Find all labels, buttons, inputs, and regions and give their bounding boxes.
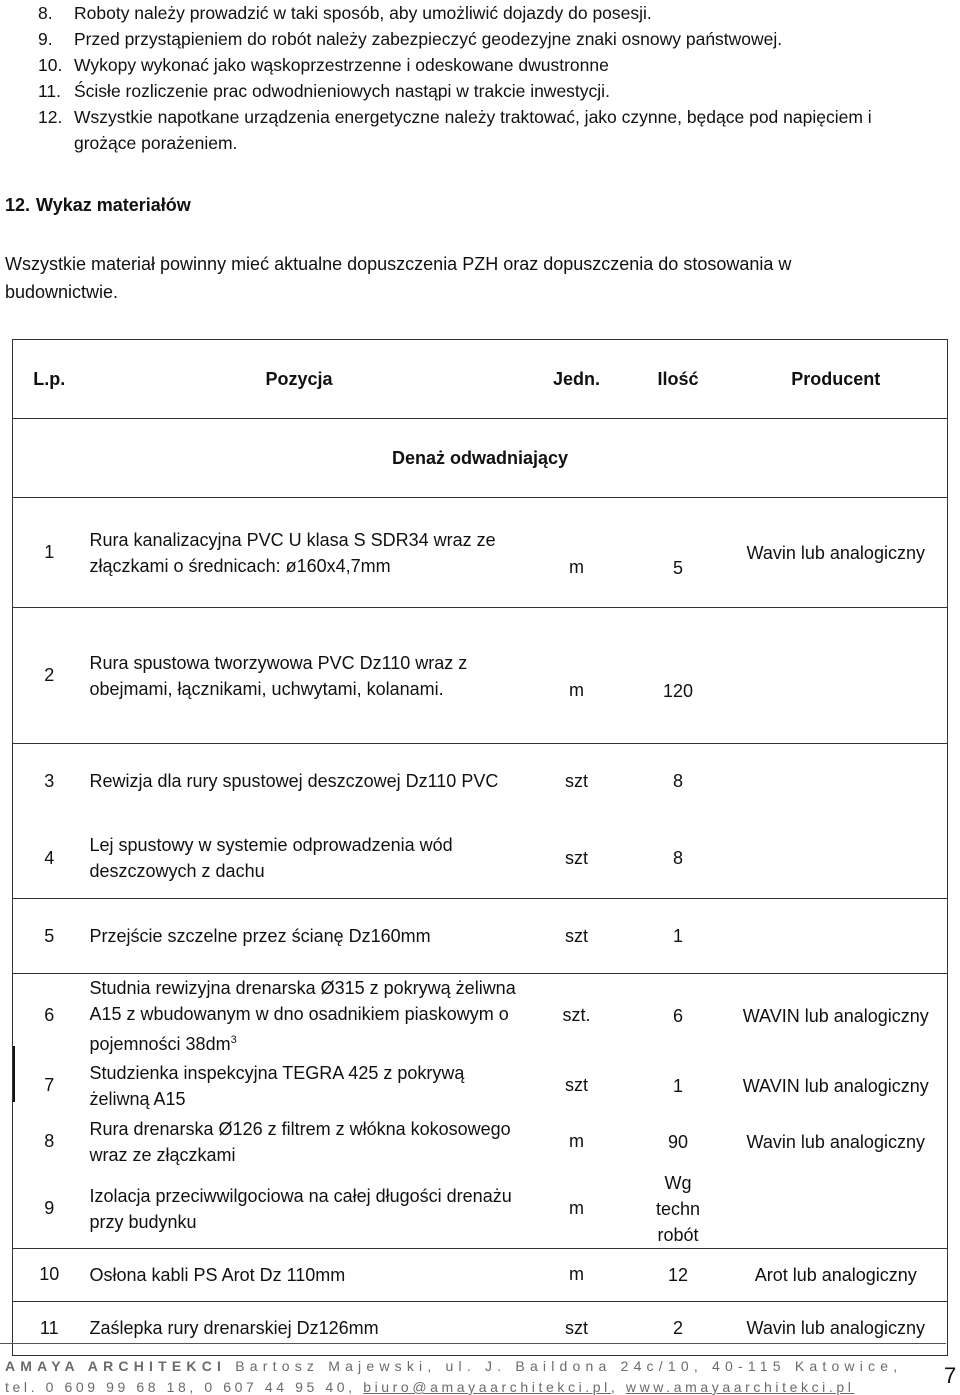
- row-lp: 2: [13, 608, 86, 744]
- list-item: [38, 52, 938, 78]
- section-heading: [5, 195, 191, 216]
- row-unit: m: [569, 1198, 584, 1218]
- row-position: Zaślepka rury drenarskiej Dz126mm: [86, 1301, 522, 1355]
- footer-address-line: [5, 1358, 925, 1374]
- row-position: Studzienka inspekcyjna TEGRA 425 z pokrywą żeliwną A15: [89, 1062, 465, 1109]
- table-row: [13, 1248, 948, 1301]
- row-unit: szt.: [522, 974, 632, 1058]
- table-row: [13, 498, 948, 608]
- list-item: [38, 0, 938, 26]
- list-item-text: Ścisłe rozliczenie prac odwodnieniowych nastąpi w trakcie inwestycji.: [74, 81, 610, 101]
- row-producer: Wavin lub analogiczny: [725, 1114, 948, 1170]
- footer-company: AMAYA ARCHITEKCI: [5, 1358, 227, 1374]
- row-unit: szt: [564, 1075, 588, 1095]
- footer-contact-line: [5, 1379, 925, 1395]
- row-position: Lej spustowy w systemie odprowadzenia wód deszczowych z dachu: [89, 835, 453, 882]
- materials-table: [12, 339, 948, 1356]
- row-producer: [725, 899, 948, 974]
- row-lp: 8: [13, 1114, 86, 1170]
- header-qty: Ilość: [632, 340, 725, 419]
- table-row: [13, 974, 948, 1058]
- row-lp: 9: [13, 1170, 86, 1249]
- row-qty: 6: [632, 974, 725, 1058]
- list-item-text: Wszystkie napotkane urządzenia energetyczne należy traktować, jako czynne, będące pod napięciem i grożące porażeniem.: [74, 107, 872, 153]
- table-row: [13, 1114, 948, 1170]
- page-number: 7: [944, 1363, 957, 1388]
- list-item-text: Roboty należy prowadzić w taki sposób, aby umożliwić dojazdy do posesji.: [74, 3, 652, 23]
- row-lp: 7: [13, 1058, 86, 1114]
- row-position: Rewizja dla rury spustowej deszczowej Dz110 PVC: [86, 744, 522, 819]
- row-unit: m: [569, 1131, 584, 1151]
- row-producer: Arot lub analogiczny: [725, 1248, 948, 1301]
- row-position-text: Studnia rewizyjna drenarska Ø315 z pokrywą żeliwna A15 z wbudowanym w dno osadnikiem piaskowym o pojemności 38dm: [89, 977, 516, 1054]
- header-producer: Producent: [725, 340, 948, 419]
- superscript: 3: [230, 1033, 237, 1046]
- group-row: [13, 419, 948, 498]
- row-position: Przejście szczelne przez ścianę Dz160mm: [86, 899, 522, 974]
- list-item: [38, 78, 938, 104]
- row-unit: szt: [564, 847, 588, 868]
- row-lp: 11: [13, 1301, 86, 1355]
- row-position: Izolacja przeciwwilgociowa na całej długości drenażu przy budynku: [89, 1185, 512, 1232]
- row-producer: Wavin lub analogiczny: [725, 1301, 948, 1355]
- row-qty: 90: [667, 1131, 689, 1152]
- row-producer: [725, 608, 948, 744]
- row-lp: 5: [13, 899, 86, 974]
- row-qty: 2: [632, 1301, 725, 1355]
- row-qty: 8: [632, 744, 725, 819]
- row-qty: 12: [632, 1248, 725, 1301]
- list-item-text: Przed przystąpieniem do robót należy zabezpieczyć geodezyjne znaki osnowy państwowej.: [74, 29, 783, 49]
- footer-divider: [0, 1343, 946, 1344]
- table-row: [13, 1058, 948, 1114]
- group-title: Denaż odwadniający: [13, 419, 948, 498]
- row-qty: 1: [632, 899, 725, 974]
- row-unit: m: [522, 498, 632, 608]
- row-lp: 4: [13, 819, 86, 899]
- row-producer: [725, 1170, 948, 1249]
- header-unit: Jedn.: [522, 340, 632, 419]
- list-item: [38, 104, 938, 156]
- section-intro: Wszystkie materiał powinny mieć aktualne dopuszczenia PZH oraz dopuszczenia do stosowania w budownictwie.: [5, 254, 792, 302]
- row-lp: 3: [13, 744, 86, 819]
- list-item-text: Wykopy wykonać jako wąskoprzestrzenne i odeskowane dwustronne: [74, 55, 609, 75]
- row-position: Rura drenarska Ø126 z filtrem z włókna kokosowego wraz ze złączkami: [89, 1118, 511, 1165]
- row-unit: m: [522, 1248, 632, 1301]
- margin-bar: [13, 1046, 15, 1102]
- row-qty: 5: [632, 498, 725, 608]
- table-row: [13, 744, 948, 819]
- row-unit: szt: [522, 1301, 632, 1355]
- row-producer: WAVIN lub analogiczny: [725, 974, 948, 1058]
- row-position: [86, 974, 522, 1058]
- section-number: 12.: [5, 195, 31, 215]
- row-position: Rura spustowa tworzywowa PVC Dz110 wraz z obejmami, łącznikami, uchwytami, kolanami.: [86, 608, 522, 744]
- table-row: [13, 1170, 948, 1249]
- header-position: Pozycja: [86, 340, 522, 419]
- footer-separator: ,: [610, 1379, 619, 1395]
- section-title: Wykaz materiałów: [36, 195, 191, 215]
- header-lp: L.p.: [13, 340, 86, 419]
- row-unit: szt: [522, 744, 632, 819]
- row-qty: 120: [632, 608, 725, 744]
- table-row: [13, 819, 948, 899]
- list-item-number: 12.: [38, 107, 63, 127]
- row-producer: [725, 819, 948, 899]
- row-qty: Wg techn robót: [655, 1172, 701, 1245]
- footer-address: Bartosz Majewski, ul. J. Baildona 24c/10, 40-115 Katowice,: [235, 1358, 903, 1374]
- list-item-number: 8.: [38, 3, 53, 23]
- numbered-list: [38, 0, 938, 156]
- list-item-number: 11.: [38, 81, 62, 101]
- row-lp: 1: [13, 498, 86, 608]
- table-row: [13, 899, 948, 974]
- row-producer: WAVIN lub analogiczny: [725, 1058, 948, 1114]
- row-unit: m: [522, 608, 632, 744]
- list-item: [38, 26, 938, 52]
- footer-phones: tel. 0 609 99 68 18, 0 607 44 95 40,: [5, 1379, 356, 1395]
- list-item-number: 10.: [38, 55, 63, 75]
- row-producer: Wavin lub analogiczny: [725, 498, 948, 608]
- row-producer: [725, 744, 948, 819]
- row-qty: 8: [672, 848, 683, 869]
- row-position: Osłona kabli PS Arot Dz 110mm: [86, 1248, 522, 1301]
- table-row: [13, 608, 948, 744]
- row-position: Rura kanalizacyjna PVC U klasa S SDR34 wraz ze złączkami o średnicach: ø160x4,7mm: [86, 498, 522, 608]
- table-row: [13, 1301, 948, 1355]
- footer-email-link[interactable]: biuro@amayaarchitekci.pl: [363, 1379, 611, 1395]
- row-lp: 10: [13, 1248, 86, 1301]
- row-unit: szt: [522, 899, 632, 974]
- row-qty: 1: [672, 1075, 683, 1096]
- table-header-row: [13, 340, 948, 419]
- list-item-number: 9.: [38, 29, 53, 49]
- row-lp: 6: [13, 974, 86, 1058]
- footer-website-link[interactable]: www.amayaarchitekci.pl: [625, 1379, 855, 1395]
